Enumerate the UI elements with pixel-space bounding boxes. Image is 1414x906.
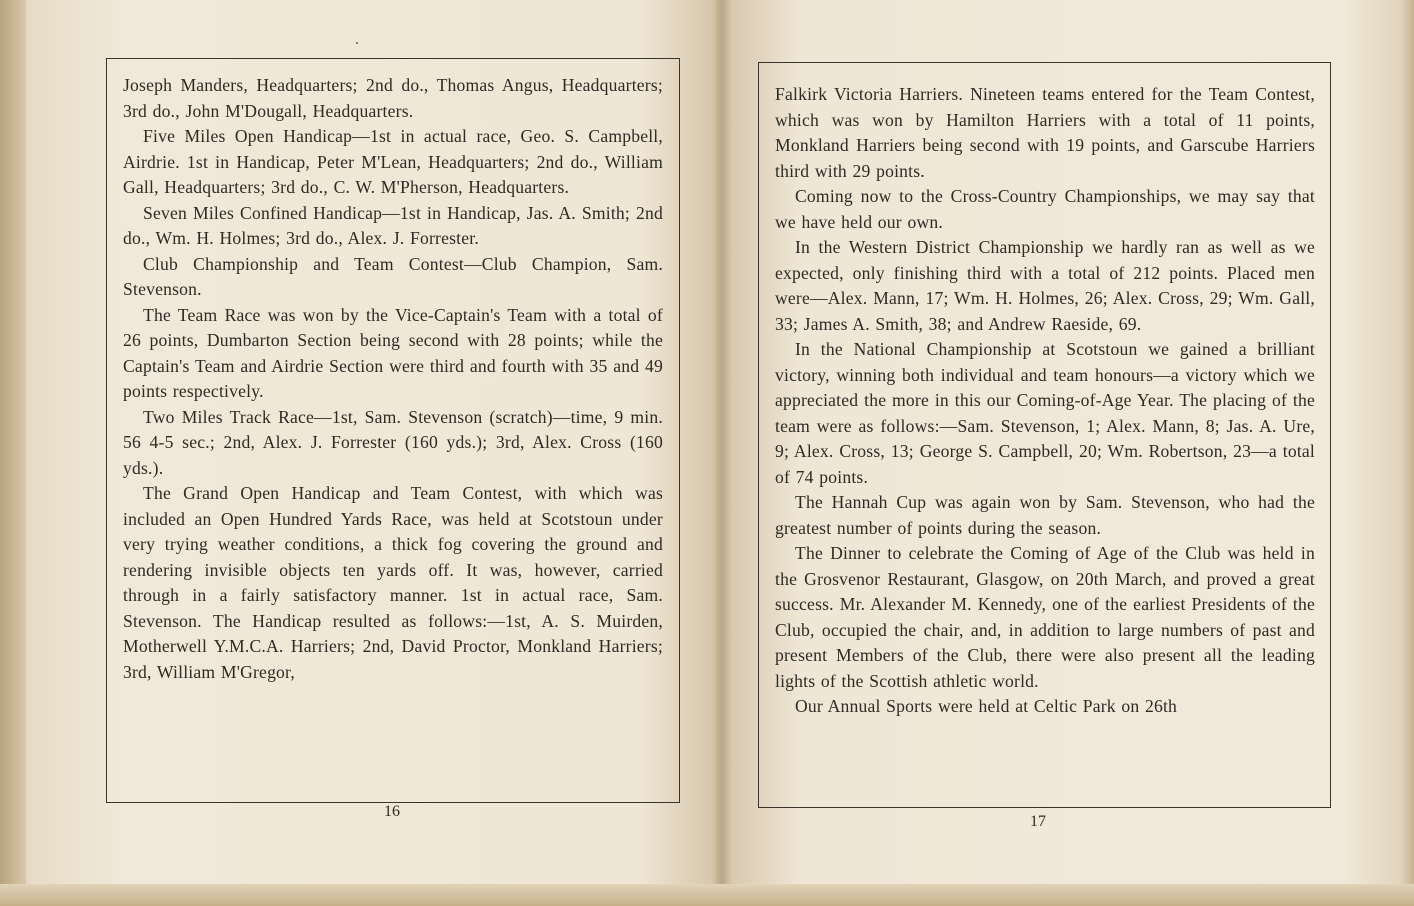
paragraph: Our Annual Sports were held at Celtic Park on 26th [795,696,1178,716]
paragraph: The Hannah Cup was again won by Sam. Stevenson, who had the greatest number of points during the season. [775,492,1315,538]
paragraph: Club Championship and Team Contest—Club Champion, Sam. Stevenson. [123,253,663,299]
paragraph: Five Miles Open Handicap—1st in actual race, Geo. S. Campbell, Airdrie. 1st in Handicap, Peter M'Lean, Headquarters; 2nd do., William Gall, Headquarters; 3rd do., C. W. M'Pherson, Headquarters. [123,126,663,197]
paragraph: The Dinner to celebrate the Coming of Age of the Club was held in the Grosvenor Restaurant, Glasgow, on 20th March, and proved a great success. Mr. Alexander M. Kennedy, one of the earliest Presidents of the Club, occupied the chair, and, in addition to large numbers of past and present Members of the Club, there were also present all the leading lights of the Scottish athletic world. [775,543,1315,691]
left-page-text [123,73,663,685]
right-page-text [775,82,1315,720]
paragraph: The Grand Open Handicap and Team Contest, with which was included an Open Hundred Yards Race, was held at Scotstoun under very trying weather conditions, a thick fog covering the ground and rendering invisible objects ten yards off. It was, however, carried through in a fairly satisfactory manner. 1st in actual race, Sam. Stevenson. The Handicap resulted as follows:—1st, A. S. Muirden, Motherwell Y.M.C.A. Harriers; 2nd, David Proctor, Monkland Harriers; 3rd, William M'Gregor, [123,483,663,682]
paragraph: Joseph Manders, Headquarters; 2nd do., Thomas Angus, Headquarters; 3rd do., John M'Dougall, Headquarters. [123,75,663,121]
left-page-number: 16 [384,803,400,820]
paragraph: The Team Race was won by the Vice-Captain's Team with a total of 26 points, Dumbarton Section being second with 28 points; while the Captain's Team and Airdrie Section were third and fourth with 35 and 49 points respectively. [123,304,663,401]
right-page-number: 17 [1030,813,1046,830]
paragraph: Two Miles Track Race—1st, Sam. Stevenson (scratch)—time, 9 min. 56 4-5 sec.; 2nd, Alex. J. Forrester (160 yds.); 3rd, Alex. Cross (160 yds.). [123,406,663,478]
book-cover-edge [0,0,26,906]
paragraph: In the National Championship at Scotstoun we gained a brilliant victory, winning both individual and team honours—a victory which we appreciated the more in this our Coming-of-Age Year. The placing of the team were as follows:—Sam. Stevenson, 1; Alex. Mann, 8; Jas. A. Ure, 9; Alex. Cross, 13; George S. Campbell, 20; Wm. Robertson, 23—a total of 74 points. [775,339,1315,487]
paragraph: Seven Miles Confined Handicap—1st in Handicap, Jas. A. Smith; 2nd do., Wm. H. Holmes; 3rd do., Alex. J. Forrester. [123,202,663,248]
paper-speck [356,42,358,44]
paragraph: Falkirk Victoria Harriers. Nineteen teams entered for the Team Contest, which was won by Hamilton Harriers with a total of 11 points, Monkland Harriers being second with 19 points, and Garscube Harriers third with 29 points. [775,84,1315,181]
paragraph: In the Western District Championship we hardly ran as well as we expected, only finishing third with a total of 212 points. Placed men were—Alex. Mann, 17; Wm. H. Holmes, 26; Alex. Cross, 29; Wm. Gall, 33; James A. Smith, 38; and Andrew Raeside, 69. [775,237,1315,334]
paragraph: Coming now to the Cross-Country Championships, we may say that we have held our own. [775,186,1315,232]
book-bottom-edge [0,884,1414,906]
